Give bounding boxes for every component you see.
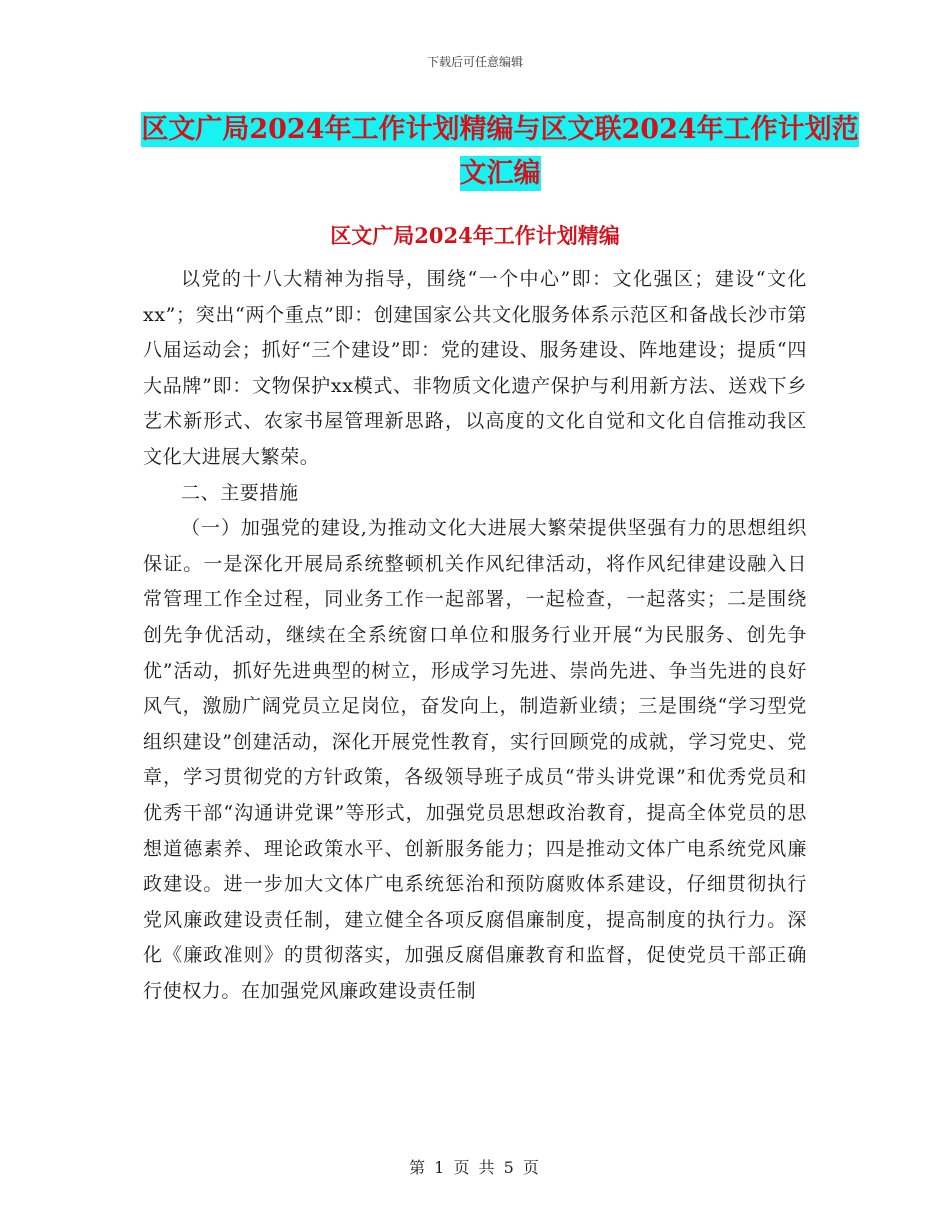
paragraph: （一）加强党的建设,为推动文化大进展大繁荣提供坚强有力的思想组织保证。一是深化开展局系统整顿机关作风纪律活动，将作风纪律建设融入日常管理工作全过程，同业务工作一起部署，一起检查，一起落实；二是围绕创先争优活动，继续在全系统窗口单位和服务行业开展“为民服务、创先争优”活动，抓好先进典型的树立，形成学习先进、崇尚先进、争当先进的良好风气，激励广阔党员立足岗位，奋发向上，制造新业绩；三是围绕“学习型党组织建设”创建活动，深化开展党性教育，实行回顾党的成就，学习党史、党章，学习贯彻党的方针政策，各级领导班子成员“带头讲党课”和优秀党员和优秀干部“沟通讲党课”等形式，加强党员思想政治教育，提高全体党员的思想道德素养、理论政策水平、创新服务能力；四是推动文体广电系统党风廉政建设。进一步加大文体广电系统惩治和预防腐败体系建设，仔细贯彻执行党风廉政建设责任制，建立健全各项反腐倡廉制度，提高制度的执行力。深化《廉政准则》的贯彻落实，加强反腐倡廉教育和监督，促使党员干部正确行使权力。在加强党风廉政建设责任制 bbox=[143, 517, 807, 1002]
section-title: 区文广局2024年工作计划精编 bbox=[330, 223, 620, 248]
document-title-text: 区文广局2024年工作计划精编与区文联2024年工作计划范文汇编 bbox=[141, 114, 859, 189]
paragraph: 以党的十八大精神为指导，围绕“一个中心”即：文化强区；建设“文化xx”；突出“两个重点”即：创建国家公共文化服务体系示范区和备战长沙市第八届运动会；抓好“三个建设”即：党的建设、服务建设、阵地建设；提质“四大品牌”即：文物保护xx模式、非物质文化遗产保护与利用新方法、送戏下乡艺术新形式、农家书屋管理新思路，以高度的文化自觉和文化自信推动我区文化大进展大繁荣。 bbox=[143, 268, 807, 468]
page-header-note: 下载后可任意编辑 bbox=[426, 55, 523, 69]
paragraph-heading: 二、主要措施 bbox=[181, 481, 299, 504]
document-body bbox=[143, 262, 807, 1009]
page-number: 第 1 页 共 5 页 bbox=[409, 1158, 541, 1177]
document-title bbox=[140, 108, 860, 196]
